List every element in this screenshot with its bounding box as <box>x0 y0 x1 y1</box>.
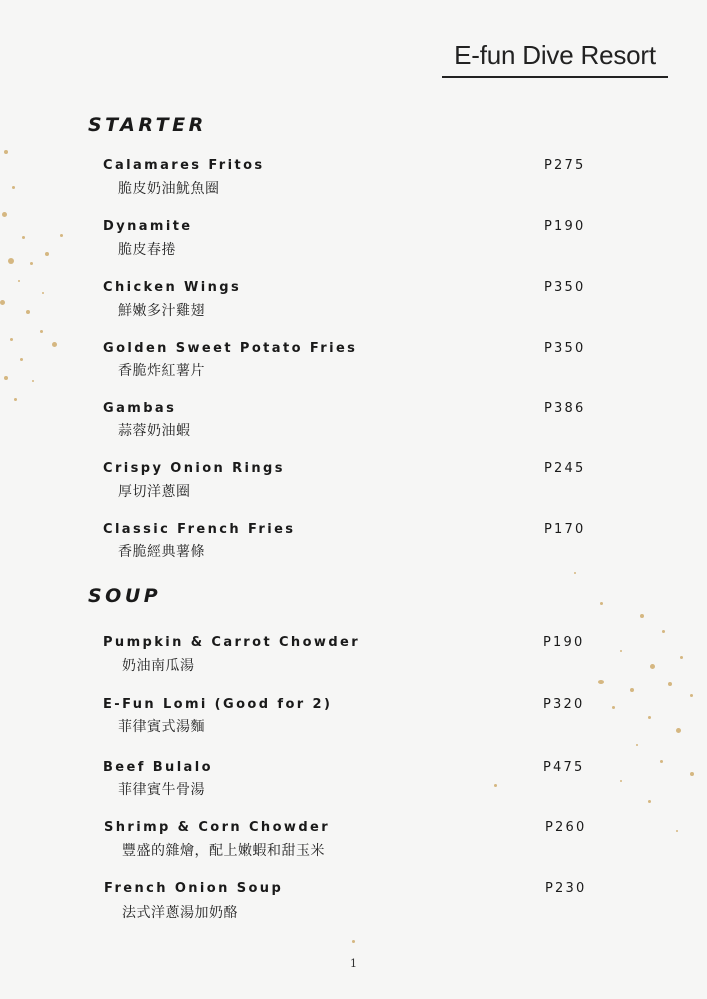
item-name: Gambas <box>103 401 177 416</box>
item-subtitle: 蒜蓉奶油蝦 <box>118 423 191 439</box>
item-name: Pumpkin & Carrot Chowder <box>103 635 361 650</box>
item-price: P275 <box>544 158 586 173</box>
item-subtitle: 法式洋蔥湯加奶酪 <box>122 905 238 921</box>
item-price: P230 <box>545 881 587 896</box>
item-name: Classic French Fries <box>103 522 296 537</box>
item-name: Chicken Wings <box>103 280 242 295</box>
item-price: P350 <box>544 341 586 356</box>
resort-title: E-fun Dive Resort <box>442 40 668 78</box>
item-name: E-Fun Lomi (Good for 2) <box>103 697 333 712</box>
item-name: Crispy Onion Rings <box>103 461 285 476</box>
section-title-starter: STARTER <box>88 114 207 136</box>
item-price: P190 <box>544 219 586 234</box>
item-price: P245 <box>544 461 586 476</box>
item-subtitle: 豐盛的雜燴，配上嫩蝦和甜玉米 <box>122 843 325 859</box>
item-subtitle: 菲律賓式湯麵 <box>118 719 205 735</box>
item-price: P475 <box>543 760 585 775</box>
item-price: P260 <box>545 820 587 835</box>
item-name: Golden Sweet Potato Fries <box>103 341 358 356</box>
item-subtitle: 香脆炸紅薯片 <box>118 363 205 379</box>
item-subtitle: 脆皮奶油魷魚圈 <box>118 181 220 197</box>
item-name: Beef Bulalo <box>103 760 213 775</box>
item-subtitle: 香脆經典薯條 <box>118 544 205 560</box>
item-price: P190 <box>543 635 585 650</box>
item-price: P350 <box>544 280 586 295</box>
page-number: 1 <box>350 957 357 970</box>
item-name: Shrimp & Corn Chowder <box>104 820 331 835</box>
item-price: P170 <box>544 522 586 537</box>
item-subtitle: 厚切洋蔥圈 <box>118 484 191 500</box>
item-subtitle: 脆皮春捲 <box>118 242 176 258</box>
item-subtitle: 鮮嫩多汁雞翅 <box>118 303 205 319</box>
item-name: French Onion Soup <box>104 881 284 896</box>
section-title-soup: SOUP <box>88 585 162 607</box>
item-subtitle: 奶油南瓜湯 <box>122 658 195 674</box>
item-price: P320 <box>543 697 585 712</box>
item-price: P386 <box>544 401 586 416</box>
item-subtitle: 菲律賓牛骨湯 <box>118 782 205 798</box>
item-name: Dynamite <box>103 219 193 234</box>
item-name: Calamares Fritos <box>103 158 265 173</box>
